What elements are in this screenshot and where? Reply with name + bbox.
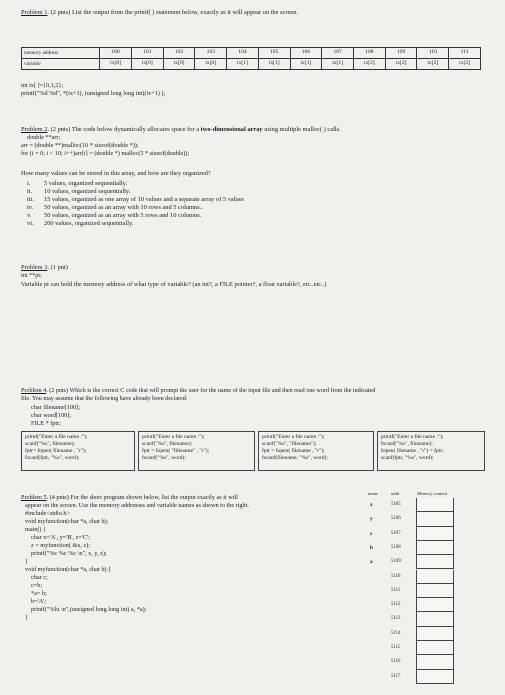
problem4-option-a[interactable] (21, 431, 135, 471)
problem2-heading (21, 126, 341, 134)
option-text: 15 values, organized as one array of 10 values and a separate array of 5 values (44, 196, 245, 203)
problem4-instructions-line2: file. You may assume that the following have already been declared: (21, 396, 188, 402)
address-cell: 108 (354, 48, 386, 59)
problem3-points: . (1 pnt) (47, 264, 68, 271)
problem1-code-line: int ix[ ]={0,1,2}; (21, 82, 64, 89)
option-number: vi. (27, 220, 34, 227)
problem2-option (27, 220, 133, 228)
address-cell: 107 (322, 48, 354, 59)
problem2-instructions-end: using multiple malloc( ) calls. (262, 126, 341, 133)
variable-cell: ix[2] (417, 59, 449, 70)
option-code-line: printf("Enter a file name :"); (25, 434, 88, 440)
memory-address: 5107 (391, 530, 401, 536)
memory-content-cell[interactable] (416, 598, 454, 612)
memory-address: 5117 (391, 673, 401, 679)
memory-content-cell[interactable] (416, 627, 454, 641)
option-code-line: printf("Enter a file name :"); (262, 434, 325, 440)
variable-cell: ix[0] (100, 59, 132, 70)
memory-diagram (363, 491, 498, 694)
memory-content-cell[interactable] (416, 512, 454, 526)
memory-content-cell[interactable] (416, 527, 454, 541)
address-cell: 110 (417, 48, 449, 59)
memory-address: 5109 (391, 559, 401, 565)
problem2-label: Problem 2 (21, 126, 48, 133)
memory-address-label: memory address (22, 48, 100, 59)
variable-row (22, 59, 481, 70)
address-cell: 105 (258, 48, 290, 59)
problem5-heading (21, 494, 238, 502)
memory-address: 5116 (391, 659, 401, 665)
memory-content-cell[interactable] (416, 641, 454, 655)
memory-address: 5114 (391, 630, 401, 636)
option-code-line: fscanf("%s", word); (142, 454, 186, 461)
memory-header-name: name (368, 491, 378, 496)
variable-cell: ix[0] (195, 59, 227, 70)
problem5-code-line: void myfunction(char *a, char b) { (25, 566, 112, 573)
problem4-declaration: char word[100]; (31, 412, 72, 419)
problem5-instructions-line2: appear on the screen. Use the memory addresses and variable names as shown to the right. (25, 502, 249, 509)
problem4-declaration: char filename[100]; (31, 404, 80, 411)
problem2-code-line: for (i = 0; i < 10; i++)arr[i] = (double *) malloc(5 * sizeof(double)); (21, 150, 190, 157)
problem2-option (27, 204, 203, 212)
option-code-line: fptr = fopen( filename , "r"); (262, 447, 325, 454)
problem1-code-line: printf("%d %d", *(ix+1), (unsigned long long int)(ix+1) ); (21, 90, 166, 97)
memory-address: 5113 (391, 616, 401, 622)
problem1-label: Problem 1 (21, 9, 48, 16)
option-number: i. (27, 180, 31, 187)
variable-cell: ix[1] (227, 59, 259, 70)
problem5-code-line: void myfunction(char *a, char b); (25, 518, 109, 525)
variable-cell: ix[1] (258, 59, 290, 70)
option-code-line: fscanf(filename, "%s", word); (262, 454, 328, 461)
memory-content-cell[interactable] (416, 670, 454, 684)
option-number: iii. (27, 196, 34, 203)
option-number: ii. (27, 188, 33, 195)
problem2-option (27, 196, 244, 204)
problem4-heading (21, 388, 375, 396)
problem3-question: Variable pt can hold the memory address of what type of variable? (an int?, a FILE pointer?, a float variable?, etc..etc..) (21, 281, 327, 288)
variable-cell: ix[1] (290, 59, 322, 70)
problem5-code-line: b='A'; (31, 598, 47, 605)
problem4-declaration: FILE * fptr; (31, 420, 61, 427)
option-code-line: scanf("%s", filename); (142, 440, 192, 447)
problem5-label: Problem 5 (21, 494, 47, 501)
problem1-heading (21, 9, 298, 17)
problem2-instructions: . (2 pnts) The code below dynamically allocates space for a (47, 126, 201, 133)
memory-address: 5115 (391, 645, 401, 650)
problem2-option (27, 212, 201, 220)
problem5-instructions: . (4 pnts) For the short program shown below, list the output exactly as it will (46, 494, 238, 501)
problem5-code-line: #include<stdio.h> (25, 510, 70, 517)
option-code-line: fscanf("%s", filename); (381, 440, 433, 447)
problem2-code-line: arr = (double **)malloc(10 * sizeof(double *)); (21, 142, 139, 149)
problem4-option-c[interactable] (258, 431, 374, 471)
problem3-code: int **pt; (21, 272, 42, 279)
problem2-option (27, 180, 127, 188)
address-cell: 106 (290, 48, 322, 59)
problem5-code-line: printf("%c %c %c \n", x, y, z); (31, 550, 107, 557)
problem4-option-d[interactable] (377, 431, 485, 471)
memory-variable-name: b (370, 544, 373, 551)
problem2-question: How many values can be stored in this array, and how are they organized? (21, 170, 211, 177)
option-code-line: scanf("%s", filename); (25, 440, 75, 447)
variable-cell: ix[2] (449, 59, 481, 70)
memory-header-content: Memory content (417, 491, 447, 496)
option-number: v. (27, 212, 32, 219)
memory-content-cell[interactable] (416, 570, 454, 584)
option-text: 50 values, organized as an array with 5 rows and 10 columns. (44, 212, 202, 219)
option-text: 50 values, organized as an array with 10 rows and 5 columns.. (44, 204, 203, 211)
problem2-option (27, 188, 130, 196)
problem5-code-line: *a= b; (31, 590, 47, 597)
memory-table (21, 47, 481, 70)
problem5-code-line: printf("%lu \n",(unsigned long long int) a, *a); (31, 606, 147, 613)
memory-address: 5108 (391, 544, 401, 550)
option-code-line: scanf(fptr, "%s", word); (381, 454, 434, 461)
address-cell: 101 (131, 48, 163, 59)
variable-cell: ix[0] (131, 59, 163, 70)
problem4-instructions: . (2 pnts) Which is the correct C code that will prompt the user for the name of the input file and then read one word from the indicated (46, 388, 376, 394)
address-cell: 102 (163, 48, 195, 59)
memory-content-cell[interactable] (416, 555, 454, 569)
problem5-code-line: char x='A', y='B', z='C'; (31, 534, 90, 541)
variable-cell: ix[2] (385, 59, 417, 70)
option-code-line: scanf("%s", "filename"); (262, 440, 317, 447)
problem4-option-b[interactable] (138, 431, 255, 471)
memory-address: 5111 (391, 587, 401, 593)
problem4-label: Problem 4 (21, 388, 47, 394)
memory-variable-name: x (370, 502, 373, 508)
memory-content-cell[interactable] (416, 541, 454, 555)
option-code-line: fptr = fopen( "filename" , "r"); (142, 447, 210, 454)
address-cell: 111 (449, 48, 481, 59)
memory-variable-name: a (370, 559, 373, 566)
option-text: 200 values, organized sequentially. (44, 220, 134, 227)
option-text: 5 values, organized sequentially. (44, 180, 128, 187)
memory-address-row (22, 48, 481, 59)
memory-header-addr: addr (391, 491, 400, 496)
address-cell: 109 (385, 48, 417, 59)
memory-variable-name: z (370, 530, 373, 537)
problem2-code-line: double **arr; (27, 134, 61, 141)
memory-address: 5105 (391, 502, 401, 507)
problem5-code-line: main() { (25, 526, 47, 533)
memory-address: 5106 (391, 516, 401, 522)
problem1-instructions: . (2 pnts) List the output from the printf( ) statement below, exactly as it will appear on the screen. (47, 9, 298, 16)
variable-cell: ix[2] (354, 59, 386, 70)
address-cell: 103 (195, 48, 227, 59)
option-code-line: printf("Enter a file name :"); (142, 434, 205, 440)
option-code-line: fptr= fopen( filename , "r"); (25, 447, 87, 454)
problem5-code-line: c=b; (31, 582, 43, 589)
memory-address: 5112 (391, 602, 401, 608)
memory-content-cell[interactable] (416, 584, 454, 598)
option-code-line: fscanf(fptr, "%s", word); (25, 454, 80, 461)
problem3-label: Problem 3 (21, 264, 48, 271)
option-text: 10 values, organized sequentially. (44, 188, 131, 195)
address-cell: 104 (227, 48, 259, 59)
memory-content-cell[interactable] (416, 498, 454, 512)
option-code-line: fopen( filename , "r") = fptr; (381, 447, 444, 454)
memory-content-cell[interactable] (416, 655, 454, 669)
problem2-bold-phrase: two-dimensional array (200, 126, 263, 133)
variable-label: variable (22, 59, 100, 70)
variable-cell: ix[1] (322, 59, 354, 70)
option-number: iv. (27, 204, 34, 211)
problem3-heading (21, 264, 68, 272)
address-cell: 100 (100, 48, 132, 59)
variable-cell: ix[0] (163, 59, 195, 70)
option-code-line: printf("Enter a file name :"); (381, 434, 444, 440)
problem5-code-line: } (25, 614, 28, 621)
memory-content-cell[interactable] (416, 612, 454, 626)
problem5-code-line: } (25, 558, 28, 565)
problem5-code-line: z = myfunction( &x, z); (31, 542, 90, 549)
memory-variable-name: y (370, 516, 373, 523)
problem5-code-line: char c; (31, 574, 48, 581)
memory-address: 5110 (391, 573, 401, 579)
